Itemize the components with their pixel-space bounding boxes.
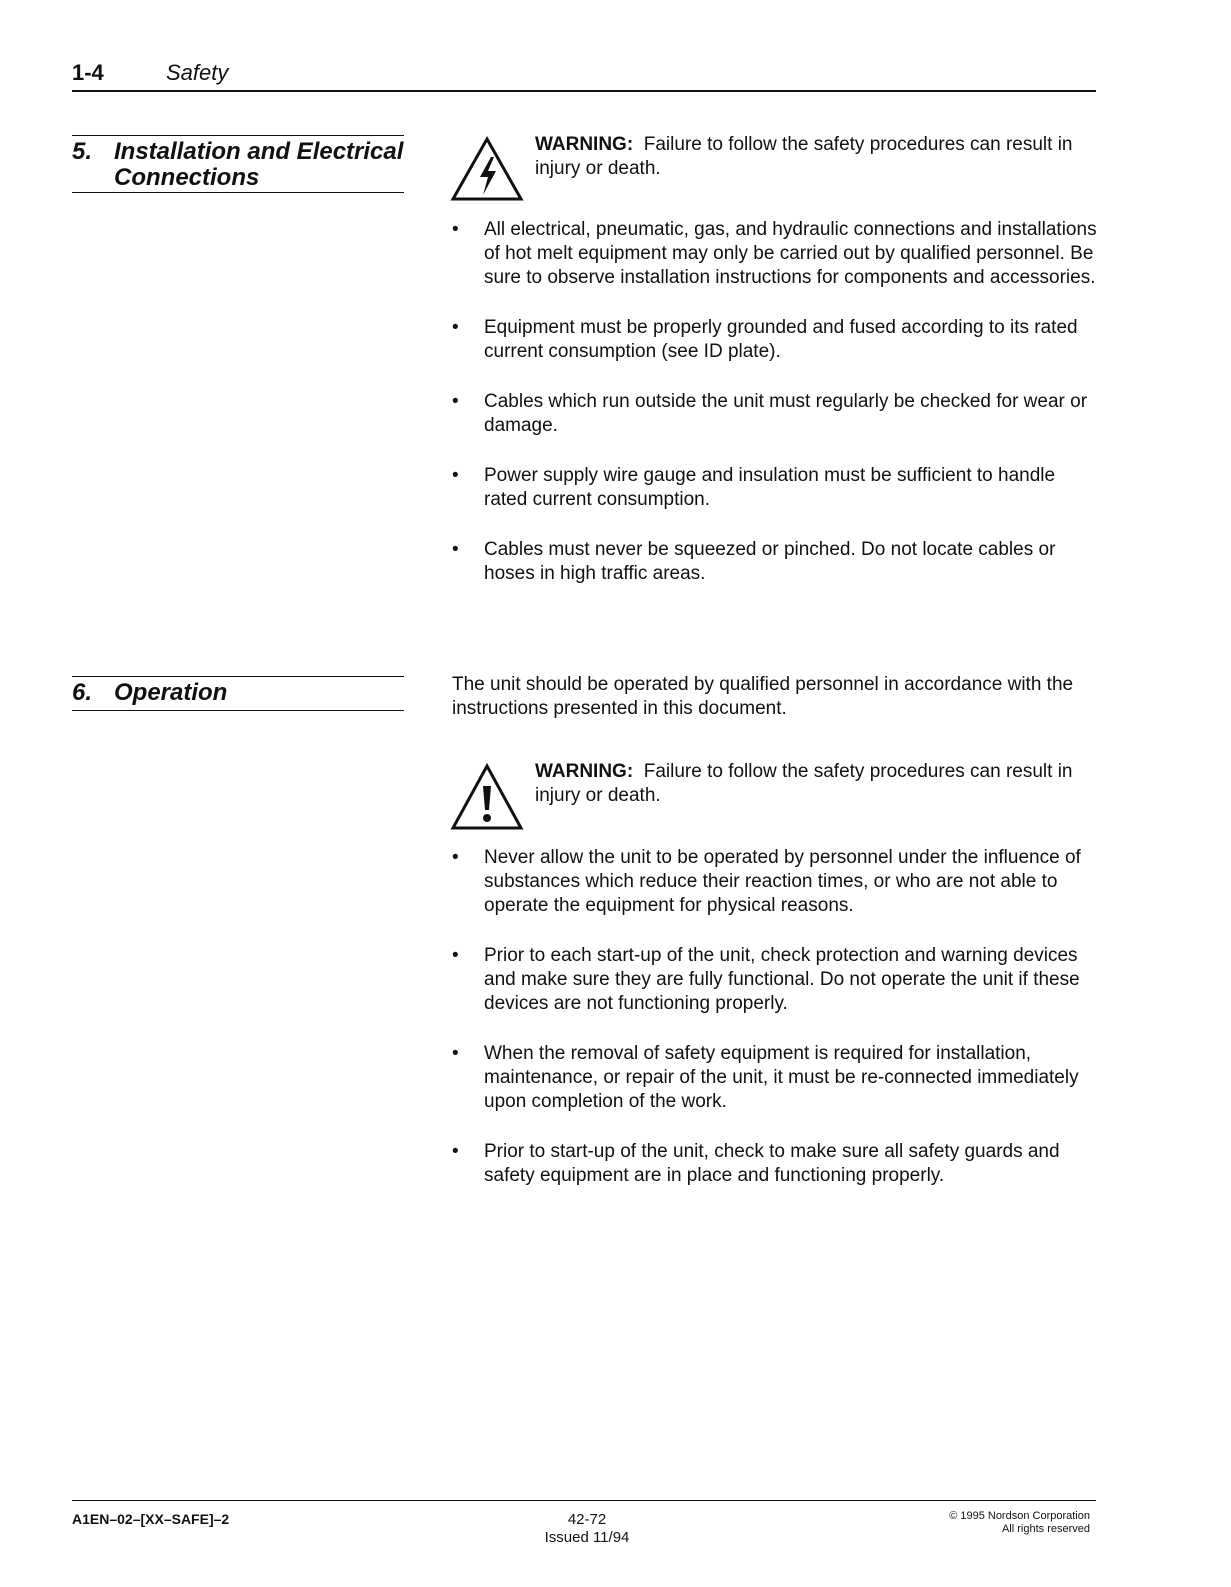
section-5-title-line2: Connections <box>114 164 260 191</box>
section-5-title-line1: Installation and Electrical <box>114 138 404 165</box>
section-6-heading <box>72 676 404 711</box>
section-6-bullet-list <box>450 846 1100 1214</box>
section-5-heading <box>72 135 404 193</box>
exclamation-warning-icon <box>450 762 524 837</box>
section-6-warning <box>450 760 1100 808</box>
list-item: • Power supply wire gauge and insulation must be sufficient to handle rated current consumption. <box>452 465 1056 510</box>
document-code: A1EN–02–[XX–SAFE]–2 <box>72 1511 230 1527</box>
copyright-block <box>949 1510 1090 1536</box>
warning-label: WARNING: <box>535 134 634 155</box>
section-6-title: Operation <box>114 679 228 706</box>
copyright: © 1995 Nordson Corporation <box>949 1510 1090 1522</box>
list-item: • Prior to start-up of the unit, check to make sure all safety guards and safety equipment are in place and functioning properly. <box>452 1141 1060 1186</box>
list-item: • Equipment must be properly grounded and fused according to its rated current consumption (see ID plate). <box>452 317 1078 362</box>
electrical-hazard-icon <box>450 135 524 208</box>
footer-center <box>512 1511 662 1547</box>
list-item: • Prior to each start-up of the unit, check protection and warning devices and make sure they are fully functional. Do not operate the unit if these devices are not functioning properly. <box>452 945 1080 1014</box>
list-item: • All electrical, pneumatic, gas, and hydraulic connections and installations of hot melt equipment may only be carried out by qualified personnel. Be sure to observe installation instructions for components and accessories. <box>452 219 1097 288</box>
section-6-intro: The unit should be operated by qualified personnel in accordance with the instructions presented in this document. <box>452 674 1074 719</box>
warning-text: Failure to follow the safety procedures can result in injury or death. <box>535 761 1073 806</box>
warning-text: Failure to follow the safety procedures can result in injury or death. <box>535 134 1073 179</box>
section-5-bullet-list <box>450 218 1100 612</box>
part-number: 42-72 <box>567 1511 607 1528</box>
warning-label: WARNING: <box>535 761 634 782</box>
issue-date: Issued 11/94 <box>544 1529 630 1546</box>
warning-message <box>535 133 1100 181</box>
warning-message <box>535 760 1100 808</box>
page-footer <box>72 1500 1096 1546</box>
rights-notice: All rights reserved <box>1001 1523 1090 1535</box>
list-item: • Never allow the unit to be operated by personnel under the influence of substances which reduce their reaction times, or who are not able to operate the equipment for physical reasons. <box>452 847 1081 916</box>
section-5-warning <box>450 133 1100 181</box>
list-item: • When the removal of safety equipment is required for installation, maintenance, or repair of the unit, it must be re-connected immediately upon completion of the work. <box>452 1043 1079 1112</box>
section-5-number: 5. <box>72 138 93 165</box>
list-item: • Cables which run outside the unit must regularly be checked for wear or damage. <box>452 391 1088 436</box>
page-header <box>72 58 1096 92</box>
page-number: 1-4 <box>72 60 104 85</box>
section-6-number: 6. <box>72 679 93 706</box>
list-item: • Cables must never be squeezed or pinched. Do not locate cables or hoses in high traffic areas. <box>452 539 1056 584</box>
chapter-title: Safety <box>166 60 229 85</box>
